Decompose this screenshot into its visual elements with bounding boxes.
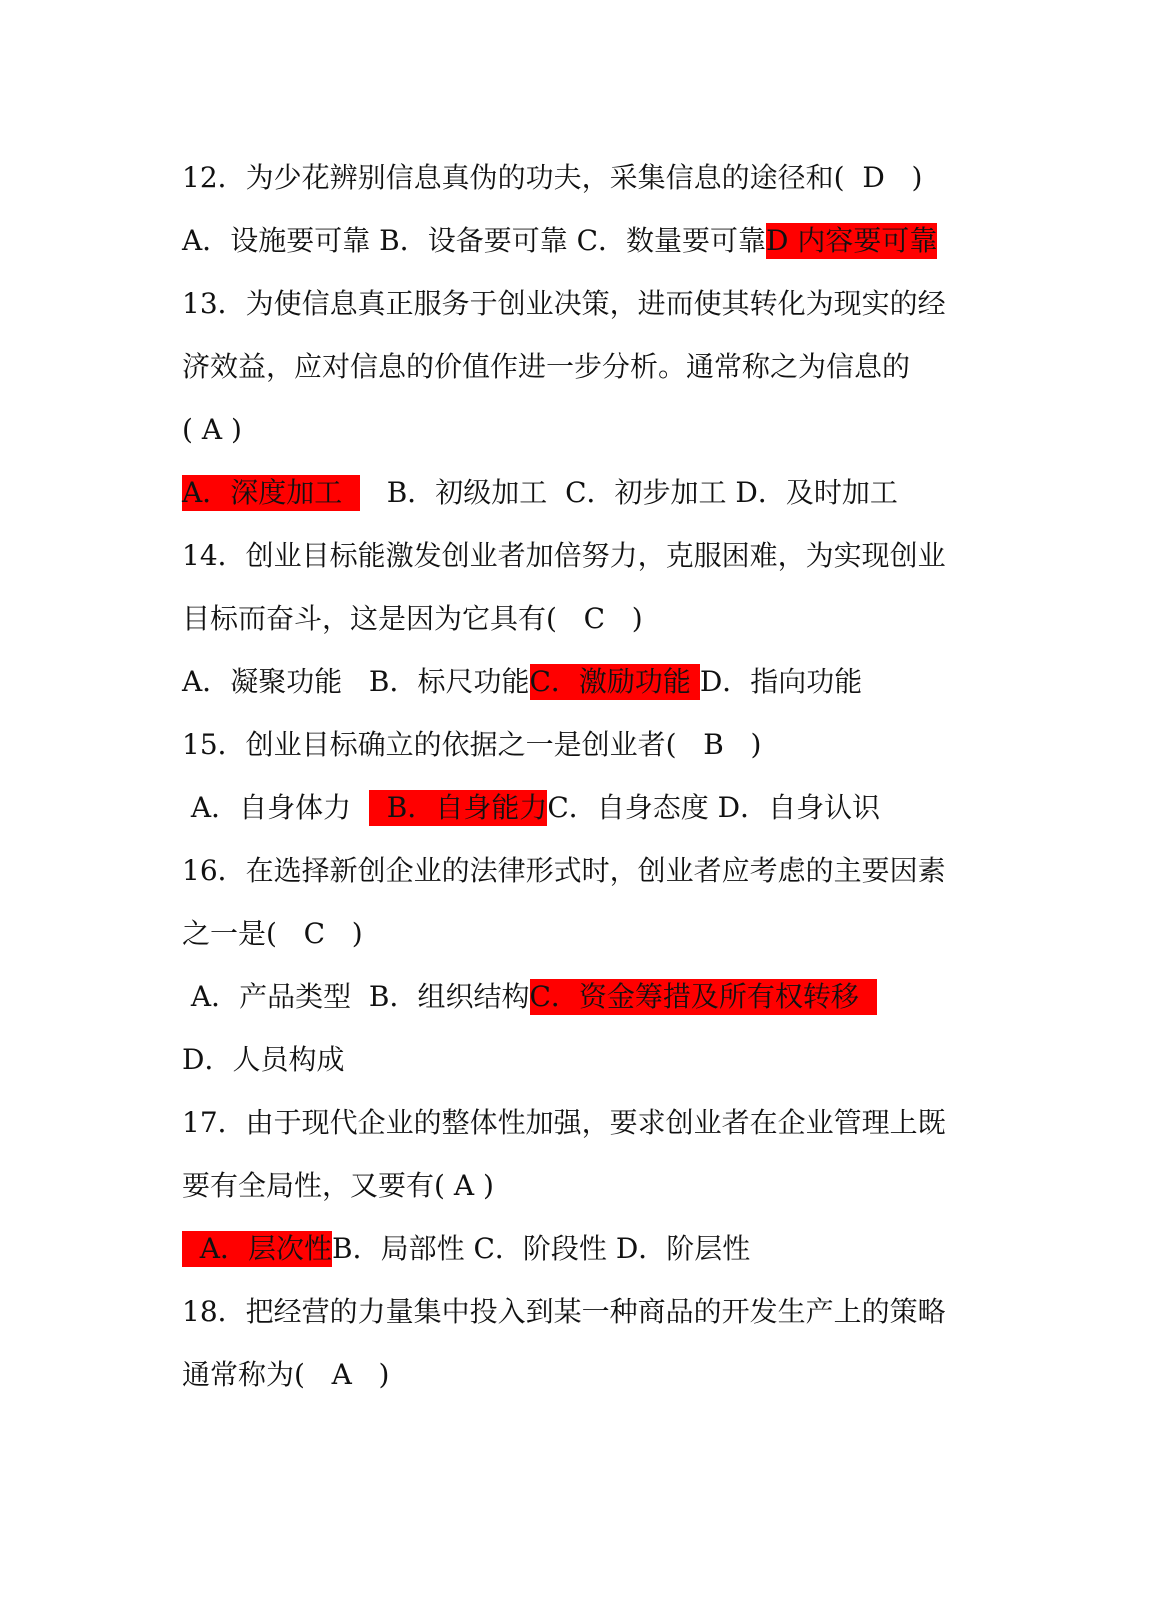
question-16-stem-line xyxy=(182,853,946,889)
question-text: 18．把经营的力量集中投入到某一种商品的开发生产上的策略 xyxy=(182,1295,946,1328)
correct-answer-highlight: A．深度加工 xyxy=(182,476,361,509)
question-text: 17．由于现代企业的整体性加强，要求创业者在企业管理上既 xyxy=(182,1106,946,1139)
question-text: 16．在选择新创企业的法律形式时，创业者应考虑的主要因素 xyxy=(182,854,946,887)
question-13-stem-line xyxy=(182,286,946,322)
question-16-stem-line xyxy=(182,916,363,952)
question-13-stem-line xyxy=(182,412,242,448)
question-text: ( A ) xyxy=(182,413,242,446)
correct-answer-highlight: C．激励功能 xyxy=(529,665,700,698)
question-12-stem-line xyxy=(182,160,922,196)
question-18-stem-line xyxy=(182,1357,389,1393)
question-text: 要有全局性，又要有( A ) xyxy=(182,1169,494,1202)
question-14-stem-line xyxy=(182,601,643,637)
question-14-options xyxy=(182,664,862,700)
option-text: D．人员构成 xyxy=(182,1043,345,1076)
question-text: 通常称为( A ) xyxy=(182,1358,390,1391)
question-15-stem-line xyxy=(182,727,761,763)
question-text: 济效益，应对信息的价值作进一步分析。通常称之为信息的 xyxy=(182,350,911,383)
option-text: C．自身态度 D．自身认识 xyxy=(547,791,881,824)
question-text: 之一是( C ) xyxy=(182,917,363,950)
option-text: A．凝聚功能 B．标尺功能 xyxy=(182,665,530,698)
correct-answer-highlight: B．自身能力 xyxy=(368,791,548,824)
question-17-options xyxy=(182,1231,750,1267)
question-15-options xyxy=(182,790,880,826)
correct-answer-highlight: C．资金筹措及所有权转移 xyxy=(529,980,877,1013)
question-text: 15．创业目标确立的依据之一是创业者( B ) xyxy=(182,728,762,761)
option-text: D．指向功能 xyxy=(699,665,863,698)
correct-answer-highlight: A．层次性 xyxy=(182,1232,333,1265)
question-13-options xyxy=(182,475,898,511)
question-17-stem-line xyxy=(182,1105,946,1141)
option-text: A．设施要可靠 B．设备要可靠 C．数量要可靠 xyxy=(182,224,767,257)
question-13-stem-line xyxy=(182,349,910,385)
option-text: A．产品类型 B．组织结构 xyxy=(182,980,530,1013)
correct-answer-highlight: D 内容要可靠 xyxy=(766,224,938,257)
option-text: A．自身体力 xyxy=(182,791,369,824)
question-text: 目标而奋斗，这是因为它具有( C ) xyxy=(182,602,643,635)
question-text: 12．为少花辨别信息真伪的功夫，采集信息的途径和( D ) xyxy=(182,161,923,194)
question-12-options xyxy=(182,223,937,259)
question-16-options xyxy=(182,1042,344,1078)
question-17-stem-line xyxy=(182,1168,494,1204)
question-text: 13．为使信息真正服务于创业决策，进而使其转化为现实的经 xyxy=(182,287,946,320)
question-14-stem-line xyxy=(182,538,946,574)
option-text: B．局部性 C．阶段性 D．阶层性 xyxy=(332,1232,751,1265)
question-18-stem-line xyxy=(182,1294,946,1330)
question-text: 14．创业目标能激发创业者加倍努力，克服困难，为实现创业 xyxy=(182,539,946,572)
question-16-options xyxy=(182,979,877,1015)
option-text: B．初级加工 C．初步加工 D．及时加工 xyxy=(360,476,898,509)
